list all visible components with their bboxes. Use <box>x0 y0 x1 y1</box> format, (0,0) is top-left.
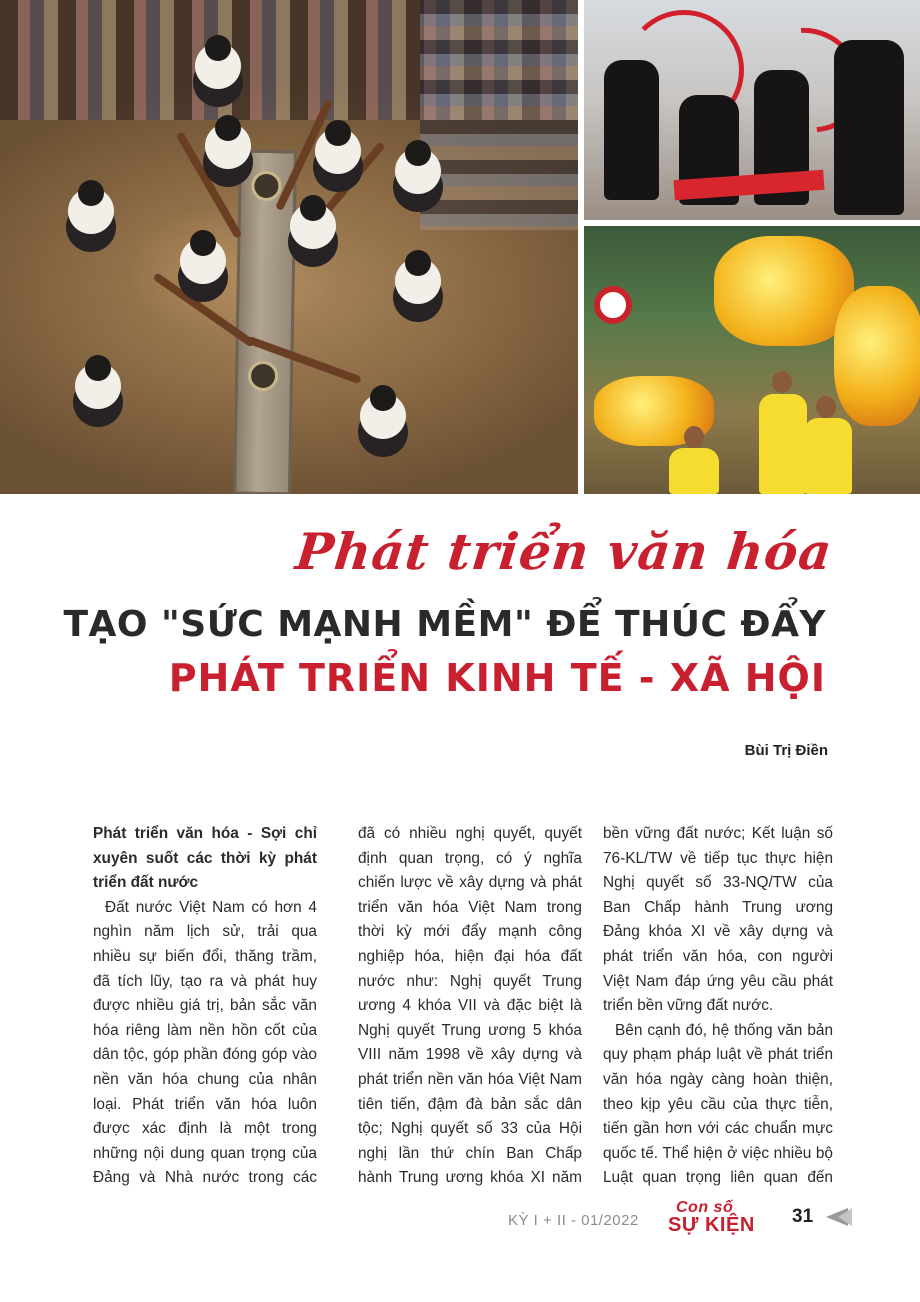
photo-performer <box>669 448 719 494</box>
photo-bamboo-dance <box>0 0 578 494</box>
logo-line2: SỰ KIỆN <box>668 1214 755 1236</box>
photo-pole <box>176 131 243 239</box>
photo-dragon-body <box>834 286 920 426</box>
magazine-logo <box>668 1200 786 1236</box>
photo-dancer <box>405 250 431 276</box>
article-title-line3: PHÁT TRIỂN KINH TẾ - XÃ HỘI <box>168 656 826 700</box>
photo-dancer <box>78 180 104 206</box>
photo-dancer <box>205 35 231 61</box>
photo-dancer <box>405 140 431 166</box>
body-paragraph: Bên cạnh đó, hệ thống văn bản quy phạm pháp luật về phát triển văn hóa ngày càng hoàn thiện, theo kịp yêu cầu của thực tiễn, tiến gần hơn với các chuẩn mực quốc tế. Thể hiện ở việc nhiều bộ Luật quan trọng liên quan đến <box>603 1021 833 1187</box>
photo-dragon-head <box>714 236 854 346</box>
issue-label: KỲ I + II - 01/2022 <box>508 1212 639 1229</box>
article-title-line2: TẠO "SỨC MẠNH MỀM" ĐỂ THÚC ĐẨY <box>63 604 826 645</box>
trough-hole <box>248 361 279 392</box>
photo-performer <box>759 394 807 494</box>
photo-dancer <box>300 195 326 221</box>
body-paragraph: bền vững đất nước; Kết luận số 76-KL/TW về tiếp tục thực hiện Nghị quyết số 33-NQ/TW của Ban Chấp hành Trung ương Đảng khóa XI về xây dựng và phát triển văn hóa, con người Việt Nam đáp ứng yêu cầu phát triển bền vững đất nước. <box>603 825 833 1015</box>
trough-hole <box>251 171 282 202</box>
photo-dancer <box>190 230 216 256</box>
photo-dancer <box>834 40 904 215</box>
photo-dancer <box>370 385 396 411</box>
photo-performer <box>804 418 852 494</box>
page-arrow-icon <box>838 1208 852 1226</box>
body-paragraph: đã có nhiều nghị quyết, quyết định quan trọng, có ý nghĩa chiến lược về xây dựng và phát triển văn hóa Việt Nam trong thời kỳ mới đẩy mạnh công nghiệp hóa, hiện đại hóa đất nước như: Nghị quyết Trung ương 4 khóa VII và đặc biệt là Nghị quyết Trung ương 5 khóa VIII năm 1998 về xây dựng và phát triển nền văn hóa Việt Nam tiên tiến, đậm đà bản sắc dân tộc; Nghị quyết số 33 của Hội nghị lần thứ chín Ban Chấp hành Trung ương khóa XI năm <box>358 825 582 1187</box>
page-number: 31 <box>792 1206 814 1227</box>
logo-line1: Con số <box>676 1199 734 1216</box>
photo-ribbon-dance <box>584 0 920 220</box>
photo-traffic-sign <box>594 286 632 324</box>
photo-performer-head <box>772 371 792 393</box>
photo-dancer <box>85 355 111 381</box>
photo-pole <box>302 141 385 238</box>
photo-performer-head <box>684 426 704 448</box>
photo-crowd-side <box>420 0 578 230</box>
photo-wooden-trough <box>233 150 297 494</box>
body-paragraph: Đất nước Việt Nam có hơn 4 nghìn năm lịch sử, trải qua nhiều sự biến đổi, thăng trầm, đã tích lũy, tạo ra và phát huy được nhiều giá trị, bản sắc văn hóa riêng làm nền hồn cốt của dân tộc, góp phần đóng góp vào nền văn hóa chung của nhân loại. Phát triển văn hóa luôn được xác định là một trong những nội dung quan trọng của Đảng và Nhà nước trong các <box>93 898 317 1187</box>
article-column-1 <box>93 822 317 1190</box>
photo-dancer <box>325 120 351 146</box>
photo-performer-head <box>816 396 836 418</box>
article-column-3 <box>603 822 833 1190</box>
section-subhead: Phát triển văn hóa - Sợi chỉ xuyên suốt các thời kỳ phát triển đất nước <box>93 825 317 892</box>
photo-dancer <box>215 115 241 141</box>
photo-dancer <box>604 60 659 200</box>
article-title-script: Phát triển văn hóa <box>292 522 836 581</box>
article-column-2 <box>358 822 582 1190</box>
article-author: Bùi Trị Điền <box>744 742 828 759</box>
photo-dragon-dance <box>584 226 920 494</box>
